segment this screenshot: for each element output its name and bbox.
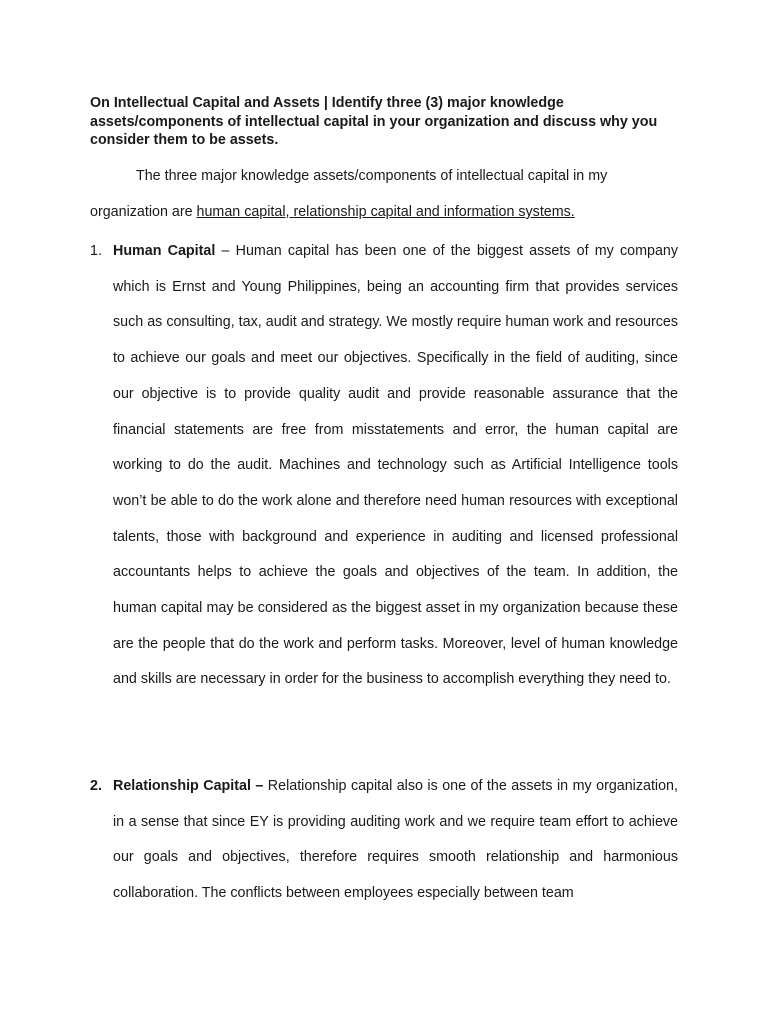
- document-title: On Intellectual Capital and Assets | Identify three (3) major knowledge assets/components of intellectual capital in your organization and discuss why you consider them to be assets.: [90, 95, 658, 148]
- list-item-body: Relationship capital also is one of the assets in my organization, in a sense that since EY is providing auditing work and we require team effort to achieve our goals and objectives, therefore requires smooth relationship and harmonious collaboration. The conflicts between employees especially between team: [113, 778, 678, 902]
- list-item-body: Human capital has been one of the biggest assets of my company which is Ernst and Young Philippines, being an accounting firm that provides services such as consulting, tax, audit and strategy. We mostly require human work and resources to achieve our goals and meet our objectives. Specifically in the field of auditing, since our objective is to provide quality audit and provide reasonable assurance that the financial statements are free from misstatements and error, the human capital are working to do the audit. Machines and technology such as Artificial Intelligence tools won’t be able to do the work alone and therefore need human resources with exceptional talents, those with background and experience in auditing and licensed professional accountants helps to achieve the goals and objectives of the team. In addition, the human capital may be considered as the biggest asset in my organization because these are the people that do the work and perform tasks. Moreover, level of human knowledge and skills are necessary in order for the business to accomplish everything they need to.: [113, 243, 679, 688]
- list-item-separator: –: [215, 243, 236, 259]
- intro-text: The three major knowledge assets/components of intellectual capital in my organization are: [90, 168, 608, 220]
- list-item-heading: Relationship Capital –: [113, 778, 264, 794]
- intro-underlined-text: human capital, relationship capital and information systems.: [196, 204, 575, 220]
- list-item-relationship-capital: [90, 769, 678, 912]
- list-item-number: 2.: [90, 778, 102, 794]
- intro-paragraph: [90, 158, 680, 230]
- list-item-heading: Human Capital: [113, 243, 216, 259]
- list-item-human-capital: [90, 234, 679, 698]
- list-item-number: 1.: [90, 243, 102, 259]
